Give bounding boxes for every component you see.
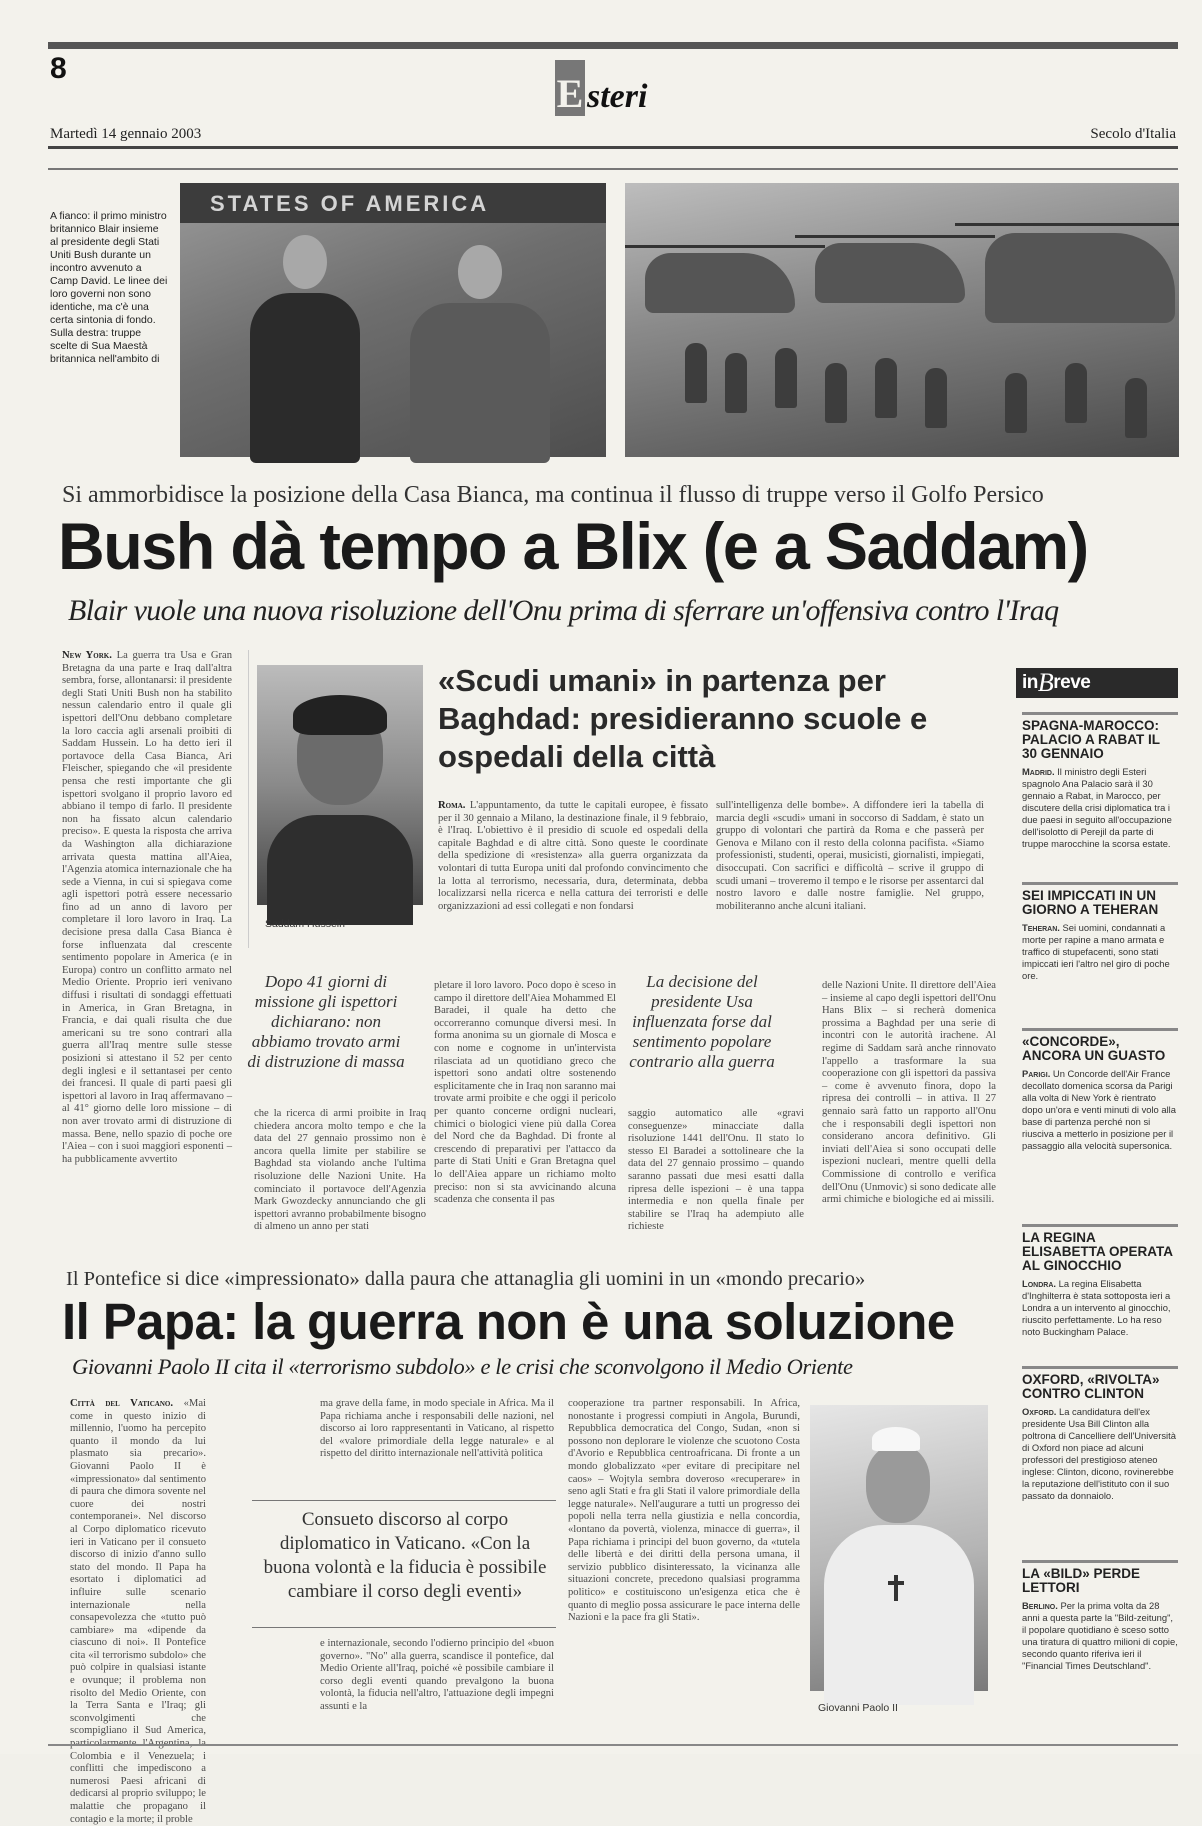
pope-text-1: «Mai come in questo inizio di millennio, l'uomo ha percepito quanto il mondo da lui plasmato sia precario». Giovanni Paolo II è «impressionato» dal sentimento di paura che dimora sovente nel cuore dei nostri contemporanei». Nel discorso al Corpo diplomatico ricevuto ieri in Vaticano per il consueto discorso di inizio d'anno sullo stato del mondo. Il Papa ha esortato i diplomatici ad influire sulle scenario internazionale nella consapevolezza che «tutto può cambiare» ma «dipende da ciascuno di noi». Il Pontefice cita «il terrorismo subdolo» che può colpire in qualsiasi istante e ovunque; il problema non risolto del Medio Oriente, con la Terra Santa e l'Iraq; gli sconvolgimenti che scompigliano il Sud America, Colombia e il Venezuela; i conflitti che impediscono a numerosi Paesi africani di dedicarsi al proprio sviluppo; le malattie che propagano il contagio e la morte; il proble: [70, 1398, 206, 1825]
brief-location: Oxford.: [1022, 1406, 1057, 1417]
brief-item: [1022, 882, 1178, 982]
brief-body: Un Concorde dell'Air France decollato domenica scorsa da Parigi alla volta di New York è rientrato dopo un'ora e venti minuti di volo alla base di partenza perché non si riusciva a metterlo in posizione per il passaggio alla velocità supersonica.: [1022, 1068, 1176, 1151]
brief-item: [1022, 1028, 1178, 1152]
main-story-text: La guerra tra Usa e Gran Bretagna da una parte e Iraq dall'altra sembra, forse, allontanarsi: il presidente degli Stati Uniti Bush non ha stabilito nessun calendario entro il quale gli ispettori dell'Onu debbano completare la loro caccia agli arsenali proibiti di Saddam Hussein. Lo ha detto ieri il portavoce della Casa Bianca, Ari Fleischer, spiegando che «il presidente pensa che resti importante che gli ispettori svolgano il proprio lavoro ed abbiano il tempo di farlo. Il presidente non ha fissato alcun calendario preciso». E questa la risposta che arriva da Washington alla dichiarazione arrivata questa mattina all'Aiea, l'Agenzia atomica internazionale che ha sede a Vienna, in cui si spiegava come agli ispettori potrà essere necessario fino ad un anno di lavoro per completare il loro lavoro in Iraq. La decisione presa dalla Casa Bianca è forse influenzata dal crescente sentimento popolare in America (e in Europa) contro un conflitto armato nel Medio Oriente. Proprio ieri venivano diffusi i risultati di sondaggi effettuati in America, in Gran Bretagna, in Francia, e dai quali risulta che due americani su tre sono contrari alla guerra all'Iraq mentre sulle stesse posizioni si attestano il 52 per cento degli inglesi e il settantasei per cento dei francesi. Il quale di parti paesi gli ispettori al lavoro in Iraq affermavano – al 41° giorno delle loro missione – di non aver trovato armi di distruzione di massa. Bene, nello spazio di poche ore l'Aiea – con i suoi maggiori esponenti – ha pubblicamente avvertito: [62, 650, 233, 1165]
pope-subhead: Giovanni Paolo II cita il «terrorismo subdolo» e le crisi che sconvolgono il Medio Oriente: [72, 1354, 853, 1379]
brief-body: La candidatura dell'ex presidente Usa Bill Clinton alla poltrona di Cancelliere dell'Università di Oxford non piace ad alcuni professori del prestigioso ateneo inglese: Clinton, dicono, rovinerebbe la reputazione dell'istituto con il suo passato da donnaiolo.: [1022, 1406, 1176, 1501]
helicopter: [985, 233, 1175, 323]
pope-column-2: ma grave della fame, in modo speciale in Africa. Ma il Papa richiama anche i responsabili delle nazioni, nel discorso ai loro rappresentanti in Vaticano, al rispetto del «valore primordiale della legge naturale» e al rispetto del diritto internazionale nell'attività politica: [320, 1398, 554, 1460]
pope-kicker: Il Pontefice si dice «impressionato» dalla paura che attanaglia gli uomini in un «mondo precario»: [66, 1268, 866, 1290]
helicopter: [815, 243, 965, 303]
scudi-column-2: sull'intelligenza delle bombe». A diffondere ieri la tabella di marcia degli «scudi» umani in soccorso di Saddam, è stato un gruppo di volontari che partirà da Roma e che passerà per Genova e Milano con il resto della colonna pacifista. «Siamo professionisti, studenti, operai, musicisti, giornalisti, impiegati, disoccupati. Con sacrifici e difficoltà – scrive il gruppo di scudi umani – troveremo il tempo e le risorse per assentarci dal nostro lavoro e dalle nostre famiglie. Nel gruppo, mobiliteranno anche alcuni italiani.: [716, 800, 984, 912]
dateline: Città del Vaticano.: [70, 1398, 174, 1409]
brief-text: [1022, 1406, 1178, 1502]
in-breve-logo: [1016, 668, 1178, 698]
section-name: steri: [587, 78, 648, 115]
brief-item: [1022, 1560, 1178, 1672]
brief-title: SEI IMPICCATI IN UN GIORNO A TEHERAN: [1022, 888, 1159, 917]
issue-date: Martedì 14 gennaio 2003: [50, 126, 202, 142]
photo-troops: [625, 183, 1179, 457]
main-headline: Bush dà tempo a Blix (e a Saddam): [58, 509, 1088, 583]
brief-body: Il ministro degli Esteri spagnolo Ana Palacio sarà il 30 gennaio a Rabat, in Marocco, per discutere della crisi diplomatica tra i due paesi in seguito all'occupazione dell'isolotto di Perejil da parte di truppe marocchine la scorsa estate.: [1022, 766, 1172, 849]
main-story-column-2: che la ricerca di armi proibite in Iraq chiedera ancora molto tempo e che la data del 27 gennaio prossimo non è ancora quella limite per stabilire se Baghdad sta violando anche l'ultima risoluzione delle Nazioni Unite. Ha cominciato il portavoce dell'Agenzia Mark Gwozdecky annunciando che gli ispettori avranno probabilmente bisogno di almeno un anno per stati: [254, 1108, 426, 1233]
main-subhead: Blair vuole una nuova risoluzione dell'Onu prima di sferrare un'offensiva contro l'Iraq: [68, 594, 1059, 627]
brief-text: [1022, 922, 1178, 982]
masthead-rule: [48, 146, 1178, 149]
figure-blair: [250, 293, 360, 463]
top-photo-caption: A fianco: il primo ministro britannico Blair insieme al presidente degli Stati Uniti Bush durante un incontro avvenuto a Camp David. Le linee dei loro governi non sono identiche, ma c'è una certa sintonia di fondo. Sulla destra: truppe scelte di Sua Maestà britannica nell'ambito di: [50, 210, 168, 365]
brief-title: «CONCORDE», ANCORA UN GUASTO: [1022, 1034, 1166, 1063]
brief-item: [1022, 1224, 1178, 1338]
scudi-headline: «Scudi umani» in partenza per Baghdad: presidieranno scuole e ospedali della città: [438, 663, 928, 774]
pope-column-4: e internazionale, secondo l'odierno principio del «buon governo». "No" alla guerra, scandisce il pontefice, dal Medio Oriente all'Iraq, poiché «è possibile cambiare il corso degli eventi quando prevalgono la buona volontà, la fiducia nell'altro, l'attuazione degli impegni assunti e la: [320, 1638, 554, 1712]
in-breve-logo-a: in: [1022, 672, 1038, 693]
brief-item: [1022, 712, 1178, 850]
pope-pull-quote: Consueto discorso al corpo diplomatico in Vaticano. «Con la buona volontà e la fiducia è possibile cambiare il corso degli eventi»: [263, 1509, 547, 1602]
brief-text: [1022, 1600, 1178, 1672]
photo-blair-bush: [180, 183, 606, 457]
saddam-photo-caption: Saddam Hussein: [265, 918, 345, 930]
top-rule: [48, 42, 1178, 49]
newspaper-name: Secolo d'Italia: [1090, 126, 1176, 142]
pull-quote-decision: La decisione del presidente Usa influenzata forse dal sentimento popolare contrario alla guerra: [629, 972, 775, 1071]
dateline: Roma.: [438, 800, 466, 811]
brief-item: [1022, 1366, 1178, 1502]
figure-bush: [410, 303, 550, 463]
brief-location: Madrid.: [1022, 766, 1055, 777]
brief-title: SPAGNA-MAROCCO: PALACIO A RABAT IL 30 GENNAIO: [1022, 718, 1160, 761]
brief-location: Parigi.: [1022, 1068, 1051, 1079]
main-story-column-3: pletare il loro lavoro. Poco dopo è sceso in campo il direttore dell'Aiea Mohammed El Baradei, il quale ha detto che occorreranno comunque diversi mesi. In forma anonima su un giornale di Mosca e con nome e cognome in un'intervista rilasciata ad un quotidiano greco che ispettori sono andati oltre sostenendo esplicitamente che in Iraq non saranno mai trovate armi proibite e che oggi il pericolo per quanto concerne ordigni nucleari, chimici o biologici viene più dalla Corea del Nord che da Baghdad. Di fronte al crescendo di preparativi per l'attacco da parte di Stati Uniti e Gran Bretagna quel lo dell'Aiea appare un richiamo molto preciso: non si sta avvicinando alcuna scadenza che consenta il pas: [434, 980, 616, 1206]
main-kicker: Si ammorbidisce la posizione della Casa Bianca, ma continua il flusso di truppe verso il Golfo Persico: [62, 482, 1044, 508]
in-breve-logo-b: B: [1037, 668, 1054, 697]
dateline: New York.: [62, 650, 112, 661]
brief-text: [1022, 1068, 1178, 1152]
pope-photo-caption: Giovanni Paolo II: [818, 1702, 898, 1714]
brief-location: Londra.: [1022, 1278, 1056, 1289]
bottom-rule: [48, 1744, 1178, 1746]
photo-saddam: [257, 665, 423, 905]
main-story-column-1: [62, 650, 232, 1246]
main-story-column-4: saggio automatico alle «gravi conseguenze» minacciate dalla risoluzione 1441 dell'Onu. Il stato lo stesso El Baradei a sottolineare che la data del 27 gennaio prossimo – quando saranno passati due mesi esatti dalla ripresa delle ispezioni – è una tappa intermedia e non quella finale per stabilire se l'Iraq ha adempiuto alle richieste: [628, 1108, 804, 1233]
in-breve-logo-c: reve: [1053, 672, 1091, 693]
helicopter: [645, 253, 795, 313]
masthead-rule-thin: [48, 168, 1178, 170]
pull-quote-inspectors: Dopo 41 giorni di missione gli ispettori dichiarano: non abbiamo trovato armi di distruzione di massa: [247, 972, 405, 1071]
scudi-text-1: L'appuntamento, da tutte le capitali europee, è fissato per il 30 gennaio a Milano, la destinazione finale, il 9 febbraio, è l'Iraq. L'obiettivo è il presidio di scuole ed ospedali della capitale Baghdad e di altre città. Sono queste le coordinate della spedizione di «resistenza» alla guerra organizzata da volontari di tutta Europa uniti dal profondo convincimento che la lotta al terrorismo, necessaria, dura, determinata, debba localizzarsi nella ricerca e nella cattura dei terroristi e delle organizzazioni ad essi collegati e non fondarsi: [438, 800, 708, 912]
page-number: 8: [50, 52, 67, 85]
brief-title: OXFORD, «RIVOLTA» CONTRO CLINTON: [1022, 1372, 1160, 1401]
brief-title: LA REGINA ELISABETTA OPERATA AL GINOCCHIO: [1022, 1230, 1173, 1273]
section-logo: [555, 60, 647, 116]
brief-text: [1022, 1278, 1178, 1338]
scudi-column-1: [438, 800, 708, 932]
brief-body: La regina Elisabetta d'Inghilterra è stata sottoposta ieri a Londra a un intervento al ginocchio, riuscito perfettamente. Lo ha reso noto Buckingham Palace.: [1022, 1278, 1171, 1337]
main-story-column-5: delle Nazioni Unite. Il direttore dell'Aiea – insieme al capo degli ispettori dell'Onu Hans Blix – si recherà domenica prossima a Baghdad per una serie di incontri con le autorità irachene. Al regime di Saddam sarà anche rinnovato l'appello a trasformare la sua cooperazione con gli ispettori da passiva – come è avvenuto finora, dopo la ripresa dei controlli – in attiva. Il 27 gennaio sarà fatto un rapporto all'Onu che i responsabili degli ispettori non considerano ancora definitivo. Gli inviati dell'Aiea si sono occupati delle ispezioni nucleari, mentre quelli della Commissione di controllo e verifica dell'Onu (Unmovic) si sono dedicate alle armi chimiche e biologiche ed ai missili.: [822, 980, 996, 1206]
pope-column-3: cooperazione tra partner responsabili. In Africa, nonostante i progressi compiuti in Angola, Burundi, Repubblica democratica del Congo, Sudan, «non si possono non deplorare le violenze che scuotono Costa d'Avorio e Repubblica centroafricana. Di fronte a un mondo globalizzato «per evitare di precipitare nel caos» – Wojtyla sembra doveroso «recuperare» in seno agli Stati e fra gli Stati il valore primordiale della legge naturale». Nell'augurare a tutti un progresso dei popoli nella terra nella giustizia e nella concordia, «lontano da povertà, violenza, minacce di guerra», il Papa richiama i principi del buon governo, da «tutela delle libertà e dei diritti della persona umana, il servizio pubblico disinteressato, la vicinanza alle situazioni concrete, precedono qualsiasi programma politico» e costituiscono un'esigenza etica che è quanto di meglio possa assicurare le pace interna delle Nazioni e la pace fra gli Stati».: [568, 1398, 800, 1624]
photo-pope: [810, 1405, 988, 1691]
pope-headline: Il Papa: la guerra non è una soluzione: [62, 1293, 955, 1350]
brief-title: LA «BILD» PERDE LETTORI: [1022, 1566, 1141, 1595]
brief-body: Sei uomini, condannati a morte per rapine a mano armata e traffico di stupefacenti, sono stati impiccati ieri l'altro nel giro di poche ore.: [1022, 922, 1170, 981]
section-initial-block: E: [555, 60, 585, 116]
brief-location: Teheran.: [1022, 922, 1060, 933]
brief-body: Per la prima volta da 28 anni a questa parte la "Bild-zeitung", il popolare quotidiano è sceso sotto una tiratura di quattro milioni di copie, secondo quanto riferiva ieri il "Financial Times Deutschland".: [1022, 1600, 1178, 1671]
brief-location: Berlino.: [1022, 1600, 1058, 1611]
airplane-lettering: STATES OF AMERICA: [210, 191, 490, 216]
brief-text: [1022, 766, 1178, 850]
pope-column-1: [70, 1398, 206, 1825]
